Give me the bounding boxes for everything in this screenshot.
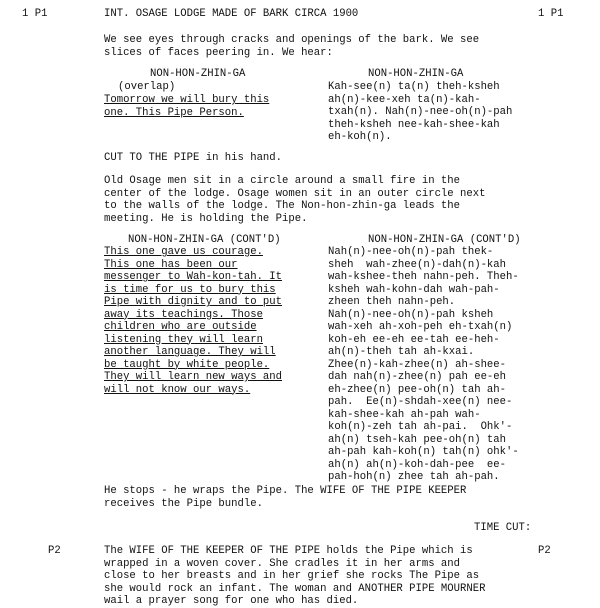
- scene-2-action: The WIFE OF THE KEEPER OF THE PIPE holds the Pipe which is wrapped in a woven cover. She cradles it in her arms and close to her breasts and in her grief she rocks The Pipe as she would rock an infant. The woman and ANOTHER PIPE MOURNER wail a prayer song for one who has died.: [104, 545, 486, 607]
- dialogue-1-text-left: Tomorrow we will bury this one. This Pipe Person.: [104, 94, 270, 119]
- scene-heading: INT. OSAGE LODGE MADE OF BARK CIRCA 1900: [104, 8, 359, 20]
- scene-number-left: 1 P1: [22, 8, 48, 20]
- dialogue-2-text-left: This one gave us courage. This one has been our messenger to Wah-kon-tah. It is time for us to bury this Pipe with dignity and to put away its teachings. Those children who are outside listening they will learn another language. They will be taught by white people. They will learn new ways and will not know our ways.: [104, 246, 283, 396]
- dialogue-2-character-right: NON-HON-ZHIN-GA (CONT'D): [368, 234, 521, 246]
- transition: TIME CUT:: [474, 522, 532, 534]
- dialogue-2-text-right: Nah(n)-nee-oh(n)-pah thek- sheh wah-zhee(n)-dah(n)-kah wah-kshee-theh nahn-peh. Theh- ksheh wah-kohn-dah wah-pah- zheen theh nahn-peh. Nah(n)-nee-oh(n)-pah ksheh wah-xeh ah-xoh-peh eh-txah(n) koh-eh ee-eh ee-tah ee-heh- ah(n)-theh tah ah-kxai. Zhee(n)-kah-zhee(n) ah-shee- dah nah(n)-zhee(n) pah ee-eh eh-zhee(n) pee-oh(n) tah ah- pah. Ee(n)-shdah-xee(n) nee- kah-shee-kah ah-pah wah- koh(n)-zeh tah ah-pai. Ohk'- ah(n) tseh-kah pee-oh(n) tah ah-pah kah-koh(n) tah(n) ohk'- ah(n) ah(n)-koh-dah-pee ee- pah-hoh(n) zhee tah ah-pah.: [328, 246, 519, 483]
- action-paragraph-3: Old Osage men sit in a circle around a small fire in the center of the lodge. Osage women sit in an outer circle next to the walls of the lodge. The Non-hon-zhin-ga leads the meeting. He is holding the Pipe.: [104, 175, 486, 225]
- action-paragraph-4: He stops - he wraps the Pipe. The WIFE OF THE PIPE KEEPER receives the Pipe bundle.: [104, 485, 467, 510]
- dialogue-1-character-left: NON-HON-ZHIN-GA: [150, 68, 246, 80]
- dialogue-1-text-right: Kah-see(n) ta(n) theh-ksheh ah(n)-kee-xeh ta(n)-kah- txah(n). Nah(n)-nee-oh(n)-pah theh-ksheh nee-kah-shee-kah eh-koh(n).: [328, 81, 513, 143]
- dialogue-2-character-left: NON-HON-ZHIN-GA (CONT'D): [128, 234, 281, 246]
- dialogue-1-character-right: NON-HON-ZHIN-GA: [368, 68, 464, 80]
- scene-2-number-right: P2: [538, 545, 551, 557]
- dialogue-1-parenthetical: (overlap): [118, 81, 176, 93]
- action-paragraph-2: CUT TO THE PIPE in his hand.: [104, 152, 283, 164]
- scene-2-number-left: P2: [48, 545, 61, 557]
- action-paragraph-1: We see eyes through cracks and openings of the bark. We see slices of faces peering in. We hear:: [104, 34, 480, 59]
- scene-number-right: 1 P1: [538, 8, 564, 20]
